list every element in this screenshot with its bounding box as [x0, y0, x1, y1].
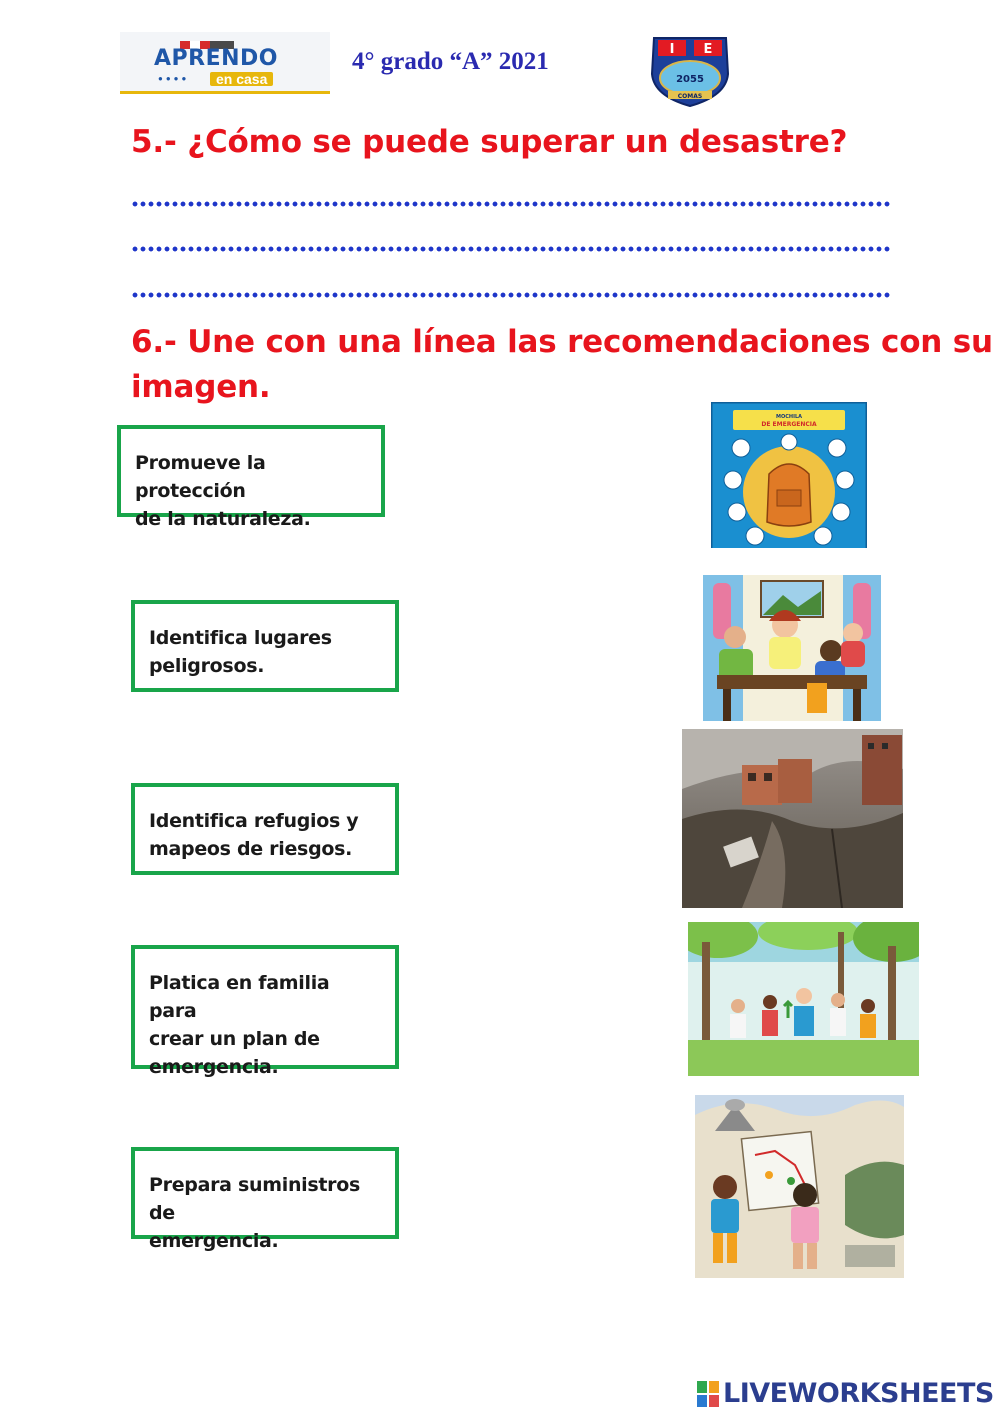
- logo-dots: ●●●●: [158, 74, 190, 83]
- recommendation-box-4[interactable]: [131, 945, 399, 1078]
- recommendation-box-5[interactable]: [131, 1147, 399, 1252]
- recommendation-1-line-1: Promueve la protección: [135, 452, 266, 502]
- landslide-image[interactable]: [682, 729, 903, 908]
- recommendation-5-line-2: emergencia.: [149, 1230, 279, 1252]
- kids-risk-map-image[interactable]: [695, 1095, 904, 1278]
- recommendation-1-line-2: de la naturaleza.: [135, 508, 311, 530]
- recommendation-3-line-2: mapeos de riesgos.: [149, 838, 353, 860]
- answer-line-1[interactable]: [131, 200, 891, 208]
- logo-word-aprendo: APRENDO: [154, 46, 278, 71]
- grade-label: 4° grado “A” 2021: [352, 48, 549, 75]
- recommendation-box-2[interactable]: [131, 600, 399, 692]
- recommendation-4-line-1: Platica en familia para: [149, 972, 330, 1022]
- question-5-title: 5.- ¿Cómo se puede superar un desastre?: [131, 124, 848, 160]
- liveworksheets-logo-icon: [697, 1381, 719, 1407]
- recommendation-4-line-2: crear un plan de: [149, 1028, 320, 1050]
- family-meeting-image[interactable]: [703, 575, 881, 721]
- crest-letter-i: I: [669, 42, 675, 57]
- poster-title-1: MOCHILA: [776, 414, 802, 420]
- question-6-title-line-2: imagen.: [131, 369, 271, 405]
- peru-flag-strip: [180, 36, 234, 44]
- logo-word-en-casa: en casa: [210, 72, 273, 86]
- answer-line-3[interactable]: [131, 291, 891, 299]
- crest-letter-e: E: [703, 42, 713, 57]
- recommendation-2-line-2: peligrosos.: [149, 655, 265, 677]
- answer-line-2[interactable]: [131, 245, 891, 253]
- crest-number: 2055: [676, 74, 704, 85]
- question-6-title-line-1: 6.- Une con una línea las recomendaciones con su: [131, 324, 993, 360]
- recommendation-4-line-3: emergencia.: [149, 1056, 279, 1078]
- emergency-backpack-image[interactable]: [711, 402, 867, 562]
- tree-planting-image[interactable]: [688, 922, 919, 1076]
- crest-ribbon: COMAS: [677, 93, 703, 100]
- recommendation-5-line-1: Prepara suministros de: [149, 1174, 361, 1224]
- recommendation-3-line-1: Identifica refugios y: [149, 810, 359, 832]
- liveworksheets-brand: LIVEWORKSHEETS: [723, 1378, 994, 1409]
- recommendation-box-3[interactable]: [131, 783, 399, 875]
- poster-title-2: DE EMERGENCIA: [761, 421, 817, 428]
- recommendation-2-line-1: Identifica lugares: [149, 627, 332, 649]
- aprendo-en-casa-logo: [120, 32, 330, 94]
- recommendation-box-1[interactable]: [117, 425, 385, 530]
- school-crest-icon: [646, 34, 734, 108]
